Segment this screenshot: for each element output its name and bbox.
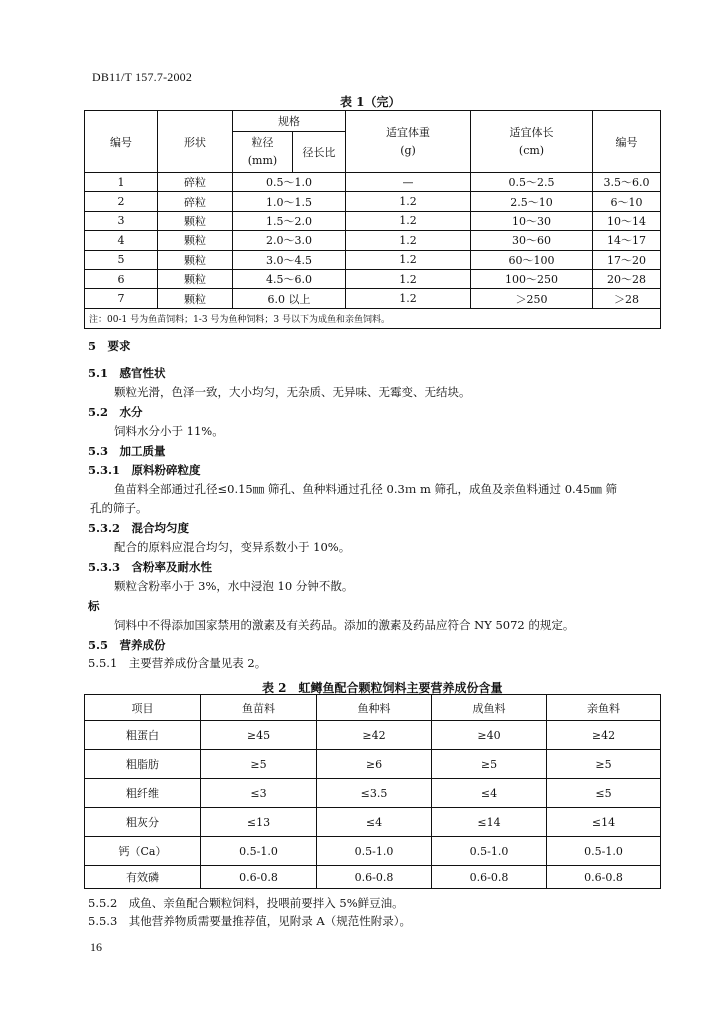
cell-code: 14～17 — [593, 231, 661, 250]
cell-value: 0.6-0.8 — [547, 866, 661, 889]
table-row — [85, 269, 661, 288]
cell-value: ≤4 — [432, 779, 547, 808]
table-header-row — [85, 695, 661, 721]
cell-value: ≥5 — [547, 750, 661, 779]
cell-value: 0.6-0.8 — [432, 866, 547, 889]
cell-size: 1.0～1.5 — [233, 192, 346, 211]
document-code: DB11/T 157.7-2002 — [92, 70, 193, 84]
table1-caption: 表 1（完） — [340, 95, 401, 109]
cell-value: 0.6-0.8 — [317, 866, 432, 889]
section-5-3-heading: 5.3 加工质量 — [88, 444, 166, 458]
cell-code: 17～20 — [593, 250, 661, 269]
cell-shape: 颗粒 — [158, 269, 233, 288]
table-note: 注：00-1 号为鱼苗饲料；1-3 号为鱼种饲料；3 号以下为成鱼和亲鱼饲料。 — [85, 308, 661, 328]
cell-length: 2.5～10 — [471, 192, 593, 211]
cell-value: ≤3 — [201, 779, 317, 808]
section-5-3-3-heading: 5.3.3 含粉率及耐水性 — [88, 560, 213, 574]
cell-value: ≤5 — [547, 779, 661, 808]
section-mark-text: 饲料中不得添加国家禁用的激素及有关药品。添加的激素及药品应符合 NY 5072 的规定。 — [114, 618, 575, 632]
cell-value: ≤4 — [317, 808, 432, 837]
header-particle-size — [233, 132, 293, 173]
cell-size: 4.5～6.0 — [233, 269, 346, 288]
nutrition-table — [84, 694, 661, 889]
cell-length: 60～100 — [471, 250, 593, 269]
cell-value: 0.5-1.0 — [201, 837, 317, 866]
section-5-3-1-heading: 5.3.1 原料粉碎粒度 — [88, 463, 201, 477]
header-adult-feed: 成鱼料 — [432, 695, 547, 721]
cell-value: ≥40 — [432, 721, 547, 750]
header-fingerling-feed: 鱼种料 — [317, 695, 432, 721]
header-shape: 形状 — [158, 111, 233, 173]
cell-shape: 颗粒 — [158, 231, 233, 250]
cell-number: 4 — [85, 231, 158, 250]
cell-length: 100～250 — [471, 269, 593, 288]
cell-value: ≥5 — [201, 750, 317, 779]
cell-item: 粗脂肪 — [85, 750, 201, 779]
section-5-3-2-text: 配合的原料应混合均匀，变异系数小于 10%。 — [114, 540, 351, 554]
cell-number: 7 — [85, 289, 158, 308]
cell-weight: — — [346, 173, 471, 192]
cell-code: 3.5～6.0 — [593, 173, 661, 192]
cell-number: 6 — [85, 269, 158, 288]
specification-table — [84, 110, 661, 329]
cell-weight: 1.2 — [346, 211, 471, 230]
cell-item: 粗蛋白 — [85, 721, 201, 750]
table-row — [85, 808, 661, 837]
table-row — [85, 173, 661, 192]
cell-value: ≥6 — [317, 750, 432, 779]
table-row — [85, 779, 661, 808]
cell-length: 10～30 — [471, 211, 593, 230]
section-5-5-3-text: 5.5.3 其他营养物质需要量推荐值，见附录 A（规范性附录）。 — [88, 914, 411, 928]
cell-length: 30～60 — [471, 231, 593, 250]
table-row — [85, 721, 661, 750]
section-5-2-heading: 5.2 水分 — [88, 405, 143, 419]
cell-code: 6～10 — [593, 192, 661, 211]
cell-shape: 颗粒 — [158, 289, 233, 308]
cell-size: 3.0～4.5 — [233, 250, 346, 269]
cell-value: ≤13 — [201, 808, 317, 837]
cell-value: ≤14 — [432, 808, 547, 837]
section-5-3-3-text: 颗粒含粉率小于 3%，水中浸泡 10 分钟不散。 — [114, 579, 354, 593]
cell-value: ≥5 — [432, 750, 547, 779]
cell-value: ≥42 — [317, 721, 432, 750]
table-row — [85, 837, 661, 866]
header-particle-size-label: 粒径 — [251, 136, 274, 149]
cell-length: 0.5～2.5 — [471, 173, 593, 192]
cell-size: 6.0 以上 — [233, 289, 346, 308]
section-5-3-2-heading: 5.3.2 混合均匀度 — [88, 521, 190, 535]
table-row — [85, 250, 661, 269]
cell-shape: 碎粒 — [158, 192, 233, 211]
header-weight — [346, 111, 471, 173]
cell-weight: 1.2 — [346, 231, 471, 250]
cell-number: 2 — [85, 192, 158, 211]
section-mark-heading: 标 — [88, 599, 100, 613]
cell-size: 1.5～2.0 — [233, 211, 346, 230]
cell-code: ＞28 — [593, 289, 661, 308]
header-length — [471, 111, 593, 173]
section-5-1-heading: 5.1 感官性状 — [88, 366, 166, 380]
cell-code: 20～28 — [593, 269, 661, 288]
cell-value: 0.5-1.0 — [432, 837, 547, 866]
cell-number: 1 — [85, 173, 158, 192]
cell-value: ≥45 — [201, 721, 317, 750]
section-5-2-text: 饲料水分小于 11%。 — [114, 424, 224, 438]
table2-caption: 表 2 虹鳟鱼配合颗粒饲料主要营养成份含量 — [262, 681, 503, 695]
cell-weight: 1.2 — [346, 250, 471, 269]
section-5-3-1-text: 鱼苗料全部通过孔径≤0.15㎜ 筛孔、鱼种料通过孔径 0.3ｍ m 筛孔，成鱼及亲鱼料通过 0.45㎜ 筛 — [114, 482, 617, 496]
section-5-heading: 5 要求 — [88, 339, 131, 353]
header-number: 编号 — [85, 111, 158, 173]
cell-weight: 1.2 — [346, 269, 471, 288]
header-fry-feed: 鱼苗料 — [201, 695, 317, 721]
cell-number: 5 — [85, 250, 158, 269]
cell-value: 0.6-0.8 — [201, 866, 317, 889]
header-item: 项目 — [85, 695, 201, 721]
table-note-row — [85, 308, 661, 328]
cell-shape: 碎粒 — [158, 173, 233, 192]
section-5-5-2-text: 5.5.2 成鱼、亲鱼配合颗粒饲料，投喂前要拌入 5%鲜豆油。 — [88, 896, 404, 910]
header-spec: 规格 — [233, 111, 346, 132]
cell-size: 0.5～1.0 — [233, 173, 346, 192]
cell-length: ＞250 — [471, 289, 593, 308]
cell-value: 0.5-1.0 — [317, 837, 432, 866]
table-row — [85, 231, 661, 250]
header-particle-size-unit: (mm) — [247, 154, 278, 167]
header-weight-unit: (g) — [400, 143, 416, 157]
cell-value: ≤14 — [547, 808, 661, 837]
header-ratio: 径长比 — [293, 132, 346, 173]
cell-weight: 1.2 — [346, 289, 471, 308]
cell-size: 2.0～3.0 — [233, 231, 346, 250]
cell-item: 有效磷 — [85, 866, 201, 889]
section-5-5-1-text: 5.5.1 主要营养成份含量见表 2。 — [88, 656, 267, 670]
cell-shape: 颗粒 — [158, 250, 233, 269]
cell-value: 0.5-1.0 — [547, 837, 661, 866]
table-row — [85, 192, 661, 211]
cell-weight: 1.2 — [346, 192, 471, 211]
table-row — [85, 211, 661, 230]
page-number: 16 — [90, 940, 102, 954]
cell-item: 粗纤维 — [85, 779, 201, 808]
section-5-3-1-text-cont: 孔的筛子。 — [90, 501, 148, 515]
header-broodstock-feed: 亲鱼料 — [547, 695, 661, 721]
table-row — [85, 866, 661, 889]
cell-value: ≤3.5 — [317, 779, 432, 808]
header-code: 编号 — [593, 111, 661, 173]
header-weight-label: 适宜体重 — [386, 125, 430, 139]
cell-value: ≥42 — [547, 721, 661, 750]
cell-item: 粗灰分 — [85, 808, 201, 837]
cell-code: 10～14 — [593, 211, 661, 230]
table-row — [85, 289, 661, 308]
cell-item: 钙（Ca） — [85, 837, 201, 866]
header-length-unit: (cm) — [518, 143, 545, 157]
header-length-label: 适宜体长 — [509, 125, 554, 139]
cell-number: 3 — [85, 211, 158, 230]
section-5-1-text: 颗粒光滑，色泽一致，大小均匀，无杂质、无异味、无霉变、无结块。 — [114, 385, 471, 399]
table-row — [85, 750, 661, 779]
section-5-5-heading: 5.5 营养成份 — [88, 638, 166, 652]
cell-shape: 颗粒 — [158, 211, 233, 230]
